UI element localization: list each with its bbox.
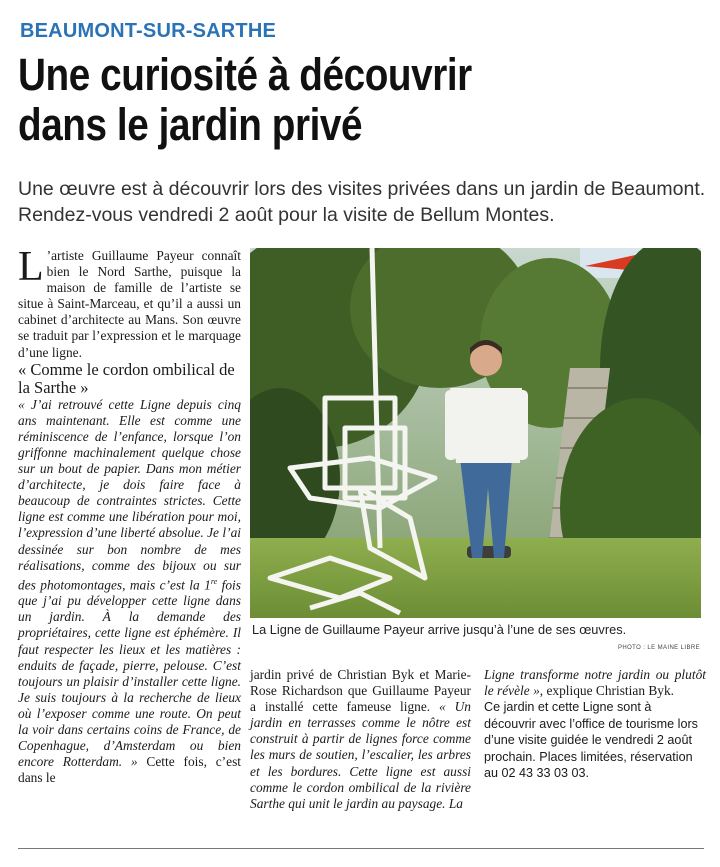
photo-caption: La Ligne de Guillaume Payeur arrive jusqu’à l’une de ses œuvres. xyxy=(252,622,627,637)
intro-paragraph: ’artiste Guillaume Payeur connaît bien le Nord Sarthe, puisque la maison de famille de l’artiste se situe à Saint-Marceau, et qu’il a aussi un cabinet d’architecte au Mans. Son œuvre se traduit par l’expression et le marquage d’une ligne. xyxy=(18,248,241,360)
garden-illustration xyxy=(250,248,701,618)
article-column-3 xyxy=(484,667,706,782)
headline-line-1: Une curiosité à découvrir xyxy=(18,49,472,100)
quote-paragraph-end: fois que j’ai pu développer cette ligne dans un jardin. À la demande des propriétaires, cette ligne est éphémère. Il faut respecter les lieux et les matières : enduits de façade, pierre, pelouse. C’est toujours un plaisir d’installer cette ligne. Je suis toujours à la recherche de lieux où l’exposer comme une route. On peut la voir dans certains coins de France, de Copenhague, d’Amsterdam ou bien encore Rotterdam. » xyxy=(18,577,241,770)
headline-line-2: dans le jardin privé xyxy=(18,99,363,150)
info-box: Ce jardin et cette Ligne sont à découvrir avec l’office de tourisme lors d’une visite guidée le vendredi 2 août prochain. Places limitées, réservation au 02 43 33 03 03. xyxy=(484,700,698,781)
column-2-quote: « Un jardin en terrasses comme le nôtre est construit à partir de lignes force comme les murs de soutien, l’escalier, les arbres et les bordures. Cette ligne est aussi comme le cordon ombilical de la rivière Sarthe qui unit le jardin au paysage. La xyxy=(250,699,472,811)
article-photo xyxy=(250,248,701,618)
headline xyxy=(18,50,611,150)
photo-credit: PHOTO : LE MAINE LIBRE xyxy=(617,645,700,651)
column-3-quote: Ligne transforme notre jardin ou plutôt le révèle » xyxy=(484,667,706,699)
subheading: « Comme le cordon ombilical de la Sarthe » xyxy=(18,359,235,397)
drop-cap: L xyxy=(18,244,44,290)
standfirst: Une œuvre est à découvrir lors des visites privées dans un jardin de Beaumont. Rendez-vous vendredi 2 août pour la visite de Bellum Montes. xyxy=(18,178,706,226)
article-column-2 xyxy=(250,667,471,812)
ordinal-superscript: re xyxy=(210,576,218,586)
column-3-attribution: , explique Christian Byk. xyxy=(539,683,675,699)
article-column-1 xyxy=(18,244,241,786)
column-2-paragraph: jardin privé de Christian Byk et Marie-Rose Richardson que Guillaume Payeur a installé cette fameuse ligne. xyxy=(250,667,471,715)
quote-paragraph: « J’ai retrouvé cette Ligne depuis cinq ans maintenant. Elle est comme une réminiscence de l’enfance, lorsque l’on griffonne machinalement quelque chose sur un bout de papier. Dans mon métier d’architecte, je dois faire face à beaucoup de contraintes strictes. Cette ligne est comme une libération pour moi, l’expression d’une liberté absolue. Je l’ai dessinée sur bon nombre de mes réalisations, comme des bijoux ou sur des photomontages, mais c’est la 1 xyxy=(18,396,241,593)
column-1-tail: Cette fois, c’est dans le xyxy=(18,754,241,786)
bottom-rule xyxy=(18,848,704,849)
section-kicker: BEAUMONT-SUR-SARTHE xyxy=(20,20,277,42)
